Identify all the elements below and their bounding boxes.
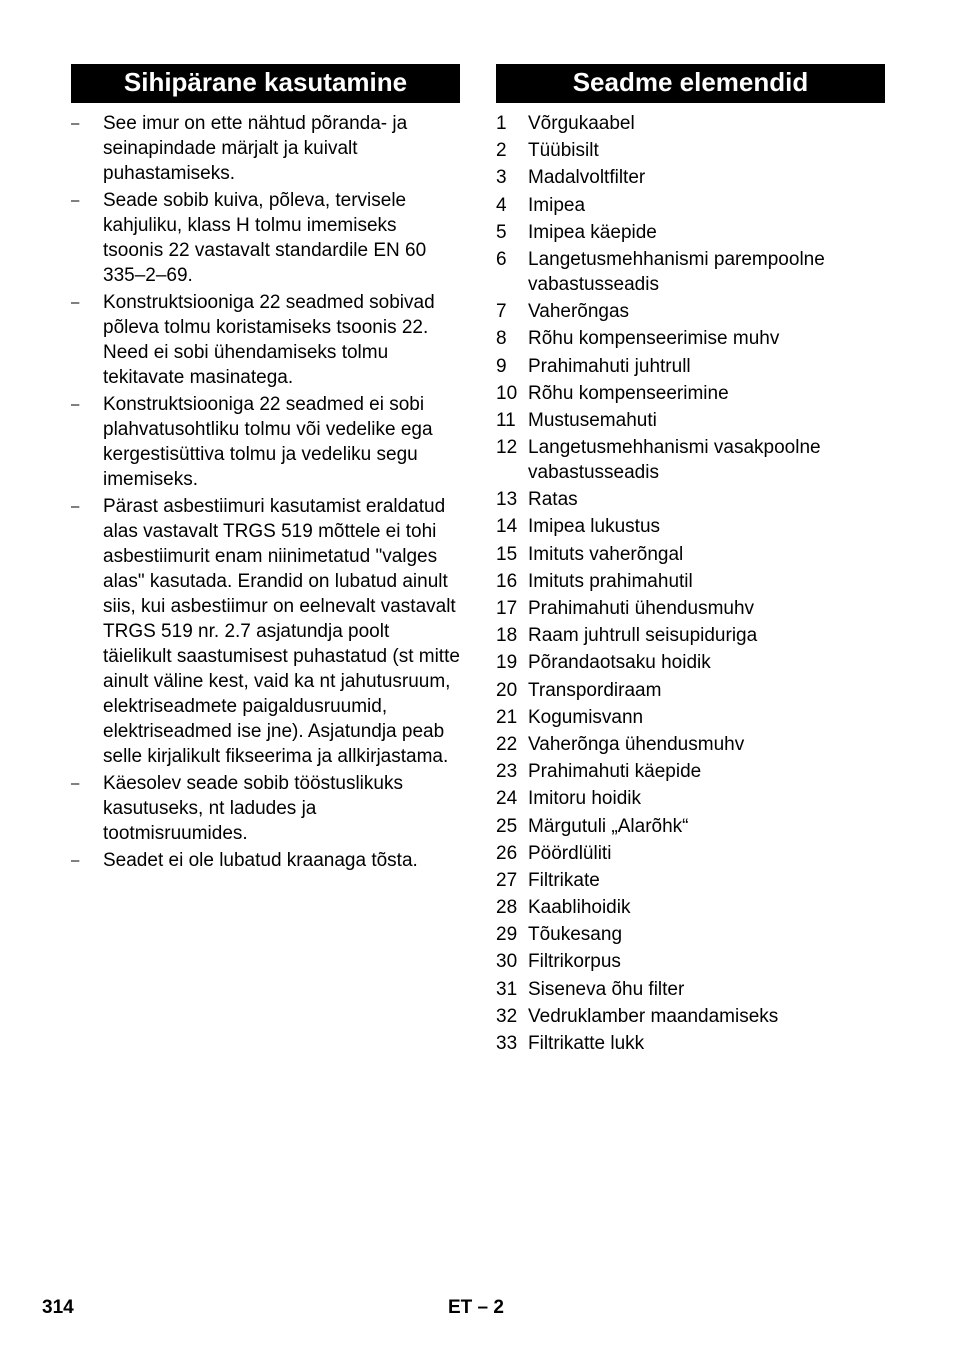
item-number: 33 [496,1033,518,1054]
list-item [496,977,885,1002]
item-label: Vaherõnga ühendusmuhv [528,733,745,755]
item-label: Rõhu kompenseerimine [528,382,729,404]
item-label: Madalvoltfilter [528,167,646,189]
list-item [71,848,460,873]
item-label: Ratas [528,489,578,511]
item-number: 22 [496,733,518,755]
item-number: 16 [496,570,518,592]
list-item [496,678,885,703]
item-number: 31 [496,978,518,1000]
item-number: 15 [496,543,518,565]
item-label: Prahimahuti käepide [528,761,702,783]
list-item [496,487,885,512]
intended-use-list [71,111,460,875]
item-label: Mustusemahuti [528,409,657,431]
item-number: 10 [496,382,518,404]
item-number: 18 [496,625,518,647]
list-item [496,354,885,379]
item-number: 5 [496,221,507,243]
list-item [496,949,885,974]
item-number: 12 [496,437,518,459]
item-label: Langetusmehhanismi parempoolne vabastusseadis [528,248,825,295]
list-item [496,542,885,567]
list-item [496,868,885,893]
item-number: 32 [496,1005,518,1027]
item-label: Vedruklamber maandamiseks [528,1005,779,1027]
list-item [496,435,885,485]
item-label: Prahimahuti ühendusmuhv [528,598,755,619]
list-item [496,895,885,920]
list-item-text: Konstruktsiooniga 22 seadmed sobivad põleva tolmu koristamiseks tsoonis 22. Need ei sobi ühendamiseks tolmu tekitavate masinatega. [103,292,435,388]
item-label: Imipea käepide [528,221,657,243]
list-item-text: Käesolev seade sobib tööstuslikuks kasutuseks, nt ladudes ja tootmisruumides. [103,773,403,844]
list-item [496,1031,885,1056]
item-number: 6 [496,248,507,270]
list-item [71,494,460,769]
item-label: Imitoru hoidik [528,788,641,810]
item-label: Siseneva õhu filter [528,978,685,1000]
list-item [496,786,885,811]
dash-marker: – [71,294,80,311]
list-item [496,732,885,757]
list-item-text: Pärast asbestiimuri kasutamist eraldatud alas vastavalt TRGS 519 mõttele ei tohi asbestiimurit enam niinimetatud "valges alas" kasutada. Erandid on lubatud ainult siis, kui asbestiimur on eelnevalt vastavalt TRGS 519 nr. 2.7 asjatundja poolt täielikult saastumisest puhastatud (st mitte ainult väline kest, vaid ka nt jahutusruum, elektriseadmete paigaldusruumid, elektriseadmed ise jne). Asjatundja peab selle kirjalikult fikseerima ja allkirjastama. [103,496,460,767]
item-number: 21 [496,706,518,728]
section-label: ET – 2 [448,1297,504,1318]
item-number: 14 [496,516,518,538]
item-label: Tüübisilt [528,140,599,162]
item-number: 4 [496,194,507,216]
item-label: Pöördlüliti [528,842,612,864]
list-item-text: Konstruktsiooniga 22 seadmed ei sobi plahvatusohtliku tolmu või vedelike ega kergestisüttiva tolmu ja vedeliku segu imemiseks. [103,394,433,490]
item-label: Filtrikatte lukk [528,1033,645,1054]
list-item-text: See imur on ette nähtud põranda- ja seinapindade märjalt ja kuivalt puhastamiseks. [103,113,408,184]
intended-use-section [71,64,460,871]
item-label: Rõhu kompenseerimise muhv [528,328,780,350]
item-label: Filtrikorpus [528,951,621,973]
list-item [496,165,885,190]
dash-marker: – [71,192,80,209]
dash-marker: – [71,396,80,413]
item-label: Raam juhtrull seisupiduriga [528,625,758,647]
item-label: Võrgukaabel [528,113,635,134]
device-elements-list [496,111,885,1058]
list-item [71,111,460,186]
page-number: 314 [42,1297,74,1318]
list-item [496,408,885,433]
list-item [496,650,885,675]
item-label: Langetusmehhanismi vasakpoolne vabastusseadis [528,437,821,484]
list-item [496,841,885,866]
item-number: 25 [496,815,518,837]
list-item [496,326,885,351]
list-item [496,299,885,324]
item-number: 30 [496,951,518,973]
list-item [71,771,460,846]
list-item [496,814,885,839]
item-label: Põrandaotsaku hoidik [528,652,711,674]
item-label: Kogumisvann [528,706,644,728]
item-label: Kaablihoidik [528,897,631,919]
list-item [496,193,885,218]
intended-use-heading: Sihipärane kasutamine [71,64,460,103]
item-label: Imipea lukustus [528,516,661,538]
list-item [496,623,885,648]
dash-marker: – [71,852,80,869]
item-number: 23 [496,761,518,783]
list-item [496,1004,885,1029]
dash-marker: – [71,498,80,515]
dash-marker: – [71,775,80,792]
item-number: 3 [496,167,507,189]
item-number: 26 [496,842,518,864]
item-label: Prahimahuti juhtrull [528,355,691,377]
item-number: 13 [496,489,518,511]
item-label: Märgutuli „Alarõhk“ [528,815,689,837]
item-number: 27 [496,869,518,891]
list-item [496,381,885,406]
list-item-text: Seade sobib kuiva, põleva, tervisele kahjuliku, klass H tolmu imemiseks tsoonis 22 vastavalt standardile EN 60 335–2–69. [103,190,427,286]
item-number: 11 [496,409,516,431]
dash-marker: – [71,115,80,132]
item-label: Transpordiraam [528,679,662,701]
list-item [496,247,885,297]
list-item [496,220,885,245]
list-item [496,922,885,947]
item-number: 24 [496,788,518,810]
item-number: 8 [496,328,507,350]
list-item [71,290,460,390]
item-number: 2 [496,140,507,162]
item-number: 19 [496,652,518,674]
item-label: Tõukesang [528,924,623,946]
list-item [496,138,885,163]
item-label: Imituts vaherõngal [528,543,684,565]
list-item [496,759,885,784]
item-number: 7 [496,301,507,323]
item-label: Filtrikate [528,869,600,891]
list-item [71,392,460,492]
item-number: 20 [496,679,518,701]
list-item [496,514,885,539]
device-elements-section [496,64,885,1054]
list-item [496,705,885,730]
item-number: 17 [496,598,518,619]
list-item-text: Seadet ei ole lubatud kraanaga tõsta. [103,850,418,871]
list-item [496,596,885,621]
item-number: 9 [496,355,507,377]
item-label: Imituts prahimahutil [528,570,693,592]
list-item [496,569,885,594]
item-number: 29 [496,924,518,946]
list-item [71,188,460,288]
device-elements-heading: Seadme elemendid [496,64,885,103]
item-number: 1 [496,113,507,134]
item-label: Vaherõngas [528,301,630,323]
list-item [496,111,885,136]
item-number: 28 [496,897,518,919]
item-label: Imipea [528,194,586,216]
